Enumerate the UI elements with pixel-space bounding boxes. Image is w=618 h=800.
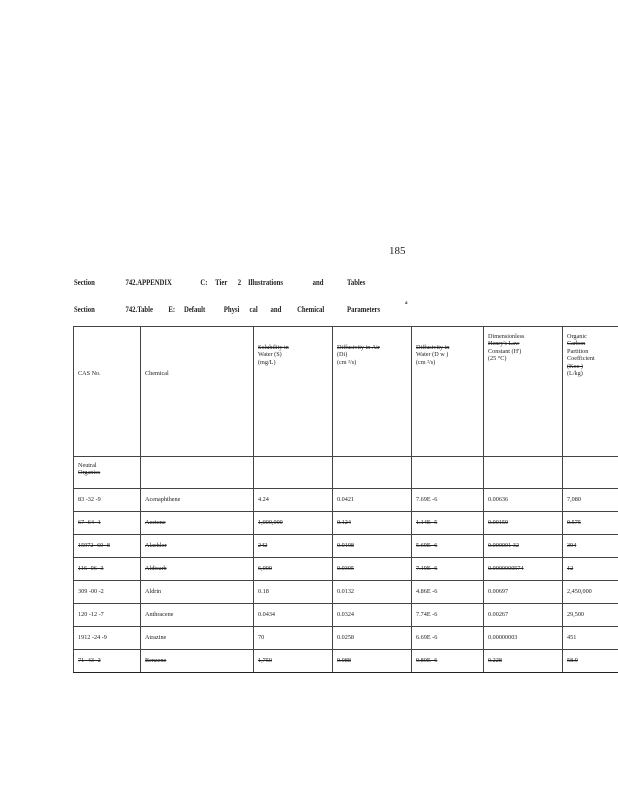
heading-word: 742.APPENDIX: [125, 277, 172, 287]
header-line: Carbon: [567, 340, 586, 348]
cell-diff-water: 7.74E -6: [412, 604, 484, 627]
cell-diff-water: 7.69E -6: [412, 489, 484, 512]
group-label-line: Neutral: [78, 462, 97, 469]
heading-word: Illustrations: [247, 277, 283, 287]
empty-cell: [254, 457, 333, 489]
cell-chemical: Alachlor: [141, 535, 254, 558]
cell-solubility: 0.18: [254, 581, 333, 604]
header-line: Partition: [567, 347, 589, 355]
heading-word: Section: [74, 304, 95, 314]
cell-koc: 394: [563, 535, 618, 558]
header-koc: [563, 327, 618, 457]
header-chemical: Chemical: [141, 327, 254, 457]
heading-word: and: [312, 277, 324, 287]
header-line: (Koc ): [567, 362, 583, 370]
cell-chemical: Aldrin: [141, 581, 254, 604]
footnote-mark: a: [405, 301, 408, 306]
empty-cell: [141, 457, 254, 489]
table-row: [74, 535, 618, 558]
header-line: Constant (H'): [488, 347, 522, 355]
empty-cell: [484, 457, 563, 489]
cell-cas: 67 -64 -1: [74, 512, 141, 535]
cell-diff-air: 0.0258: [333, 627, 412, 650]
cell-cas: 71 -43 -2: [74, 650, 141, 673]
cell-cas: 309 -00 -2: [74, 581, 141, 604]
heading-word: E:: [168, 304, 176, 314]
cell-diff-air: 0.124: [333, 512, 412, 535]
heading-word: Default: [183, 304, 206, 314]
cell-henry: 0.0000000574: [484, 558, 563, 581]
cell-henry: 0.00267: [484, 604, 563, 627]
table-header-row: [74, 327, 618, 457]
cell-henry: 0.00697: [484, 581, 563, 604]
heading-word: cal: [249, 304, 258, 314]
header-diffusivity-air: [333, 327, 412, 457]
cell-cas: 1912 -24 -9: [74, 627, 141, 650]
cell-solubility: 6,000: [254, 558, 333, 581]
cell-chemical: Anthracene: [141, 604, 254, 627]
table-row: [74, 627, 618, 650]
cell-solubility: 70: [254, 627, 333, 650]
table-group-row: [74, 457, 618, 489]
cell-chemical: Acenaphthene: [141, 489, 254, 512]
header-line: Solubility in: [258, 344, 289, 351]
cell-solubility: 1,750: [254, 650, 333, 673]
header-line: (25 °C): [488, 355, 507, 363]
cell-koc: 7,080: [563, 489, 618, 512]
cell-cas: 120 -12 -7: [74, 604, 141, 627]
cell-diff-air: 0.0324: [333, 604, 412, 627]
cell-henry: 0.000001 32: [484, 535, 563, 558]
cell-diff-air: 0.0421: [333, 489, 412, 512]
cell-koc: 0.575: [563, 512, 618, 535]
cell-chemical: Benzene: [141, 650, 254, 673]
chemical-parameters-table: [73, 326, 618, 673]
header-henry-constant: [484, 327, 563, 457]
cell-koc: 58.9: [563, 650, 618, 673]
cell-solubility: 242: [254, 535, 333, 558]
header-cas: CAS No.: [74, 327, 141, 457]
header-line: Dimensionless: [488, 333, 525, 340]
table-row: [74, 604, 618, 627]
header-line: (Di): [337, 351, 348, 359]
header-line: (L/kg): [567, 370, 583, 378]
heading-word: and: [270, 304, 282, 314]
cell-solubility: 0.0434: [254, 604, 333, 627]
cell-diff-air: 0.088: [333, 650, 412, 673]
header-line: Diffusivity in: [416, 344, 450, 351]
cell-chemical: Aldicarb: [141, 558, 254, 581]
cell-chemical: Acetone: [141, 512, 254, 535]
cell-koc: 451: [563, 627, 618, 650]
heading-word: C:: [200, 277, 208, 287]
cell-diff-water: 9.80E -6: [412, 650, 484, 673]
cell-henry: 0.00636: [484, 489, 563, 512]
cell-koc: 12: [563, 558, 618, 581]
cell-diff-air: 0.0132: [333, 581, 412, 604]
header-line: Diffusivity in Air: [337, 344, 380, 351]
heading-word: Chemical: [297, 304, 325, 314]
table-row: [74, 650, 618, 673]
heading-word: Physi: [223, 304, 240, 314]
header-line: Henry's Law: [488, 340, 520, 348]
header-solubility: [254, 327, 333, 457]
cell-diff-water: 5.69E -6: [412, 535, 484, 558]
page-number: 185: [389, 245, 406, 257]
table-row: [74, 512, 618, 535]
cell-solubility: 4.24: [254, 489, 333, 512]
empty-cell: [333, 457, 412, 489]
empty-cell: [563, 457, 618, 489]
cell-diff-air: 0.0305: [333, 558, 412, 581]
cell-diff-water: 4.86E -6: [412, 581, 484, 604]
cell-diff-air: 0.0198: [333, 535, 412, 558]
table-row: [74, 581, 618, 604]
heading-word: Tier: [215, 277, 228, 287]
cell-henry: 0.228: [484, 650, 563, 673]
cell-koc: 29,500: [563, 604, 618, 627]
cell-cas: 83 -32 -9: [74, 489, 141, 512]
heading-word: Parameters: [347, 304, 381, 314]
table-row: [74, 558, 618, 581]
header-line: Organic: [567, 333, 587, 340]
heading-word: Tables: [347, 277, 366, 287]
cell-solubility: 1,000,000: [254, 512, 333, 535]
header-diffusivity-water: [412, 327, 484, 457]
header-line: (cm ²/s): [416, 358, 436, 366]
cell-cas: 116 -06 -3: [74, 558, 141, 581]
group-label: [74, 457, 141, 489]
cell-diff-water: 6.69E -6: [412, 627, 484, 650]
cell-henry: 0.00159: [484, 512, 563, 535]
table-body: [74, 489, 618, 673]
header-line: Water (D w ): [416, 351, 449, 359]
header-line: (mg/L): [258, 358, 276, 366]
heading-word: Section: [74, 277, 95, 287]
cell-koc: 2,450,000: [563, 581, 618, 604]
empty-cell: [412, 457, 484, 489]
cell-chemical: Atrazine: [141, 627, 254, 650]
group-label-line: Organics: [78, 469, 101, 477]
cell-cas: 15972 -60 -8: [74, 535, 141, 558]
header-line: Coefficient: [567, 355, 595, 363]
cell-diff-water: 7.19E -6: [412, 558, 484, 581]
table-row: [74, 489, 618, 512]
cell-henry: 0.00000003: [484, 627, 563, 650]
heading-word: 742.Table: [125, 304, 153, 314]
header-line: (cm ²/s): [337, 358, 357, 366]
header-line: Water (S): [258, 351, 282, 359]
heading-word: 2: [237, 277, 242, 287]
cell-diff-water: 1.14E -5: [412, 512, 484, 535]
